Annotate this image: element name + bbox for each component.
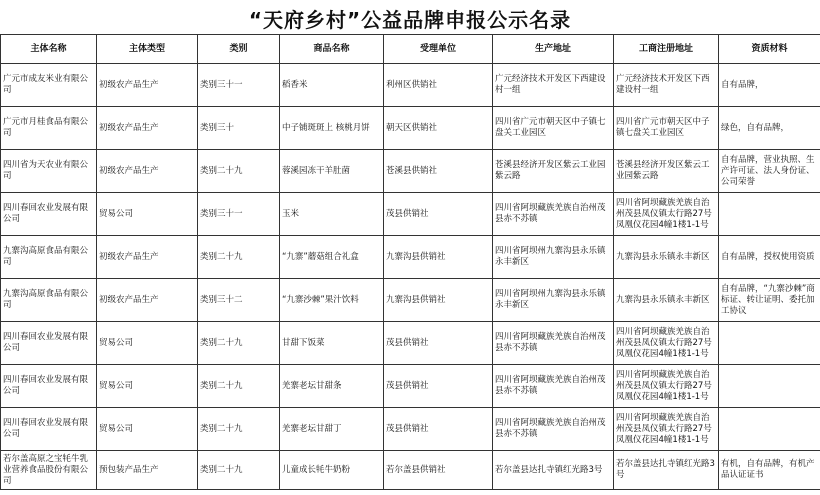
cell-registered-address: 九寨沟县永乐镇永丰新区 bbox=[614, 236, 719, 279]
cell-accepting-unit: 九寨沟县供销社 bbox=[384, 236, 493, 279]
cell-category: 类别二十九 bbox=[198, 322, 280, 365]
cell-entity-name: 广元市成友米业有限公司 bbox=[1, 64, 97, 107]
cell-entity-type: 贸易公司 bbox=[97, 408, 198, 451]
col-header-qualifications: 资质材料 bbox=[719, 35, 820, 64]
cell-registered-address: 苍溪县经济开发区紫云工业园紫云路 bbox=[614, 150, 719, 193]
cell-category: 类别二十九 bbox=[198, 236, 280, 279]
cell-qualifications: 自有品牌，授权使用资质 bbox=[719, 236, 820, 279]
registry-table bbox=[0, 34, 820, 490]
col-header-accepting-unit: 受理单位 bbox=[384, 35, 493, 64]
table-row bbox=[1, 451, 820, 490]
cell-entity-type: 预包装产品生产 bbox=[97, 451, 198, 490]
cell-accepting-unit: 茂县供销社 bbox=[384, 322, 493, 365]
cell-production-address: 四川省广元市朝天区中子镇七盘关工业园区 bbox=[493, 107, 614, 150]
cell-accepting-unit: 茂县供销社 bbox=[384, 193, 493, 236]
cell-qualifications: 绿色，自有品牌， bbox=[719, 107, 820, 150]
table-row bbox=[1, 64, 820, 107]
cell-product-name: 儿童成长牦牛奶粉 bbox=[280, 451, 384, 490]
cell-registered-address: 广元经济技术开发区下西建设村一组 bbox=[614, 64, 719, 107]
cell-product-name: 羌寨老坛甘甜丁 bbox=[280, 408, 384, 451]
cell-registered-address: 若尔盖县达扎寺镇红光路3号 bbox=[614, 451, 719, 490]
cell-product-name: 羌寨老坛甘甜条 bbox=[280, 365, 384, 408]
table-body bbox=[1, 64, 820, 490]
cell-accepting-unit: 茂县供销社 bbox=[384, 408, 493, 451]
cell-entity-type: 贸易公司 bbox=[97, 322, 198, 365]
cell-production-address: 广元经济技术开发区下西建设村一组 bbox=[493, 64, 614, 107]
cell-accepting-unit: 九寨沟县供销社 bbox=[384, 279, 493, 322]
cell-product-name: 中子铺斑斑上 核桃月饼 bbox=[280, 107, 384, 150]
cell-production-address: 四川省阿坝州九寨沟县永乐镇永丰新区 bbox=[493, 279, 614, 322]
cell-product-name: 甘甜下饭菜 bbox=[280, 322, 384, 365]
cell-entity-name: 九寨沟高原食品有限公司 bbox=[1, 236, 97, 279]
col-header-category: 类别 bbox=[198, 35, 280, 64]
cell-accepting-unit: 利州区供销社 bbox=[384, 64, 493, 107]
table-row bbox=[1, 150, 820, 193]
cell-product-name: 蓉溪园冻干羊肚菌 bbox=[280, 150, 384, 193]
col-header-entity-type: 主体类型 bbox=[97, 35, 198, 64]
cell-product-name: 稻香米 bbox=[280, 64, 384, 107]
cell-registered-address: 四川省阿坝藏族羌族自治州茂县凤仪镇太行路27号凤凰仪花园4幢1楼1-1号 bbox=[614, 365, 719, 408]
col-header-product-name: 商品名称 bbox=[280, 35, 384, 64]
table-row bbox=[1, 322, 820, 365]
cell-registered-address: 九寨沟县永乐镇永丰新区 bbox=[614, 279, 719, 322]
cell-qualifications: 自有品牌，“九寨沙棘”商标证、转让证明、委托加工协议 bbox=[719, 279, 820, 322]
cell-category: 类别二十九 bbox=[198, 451, 280, 490]
cell-qualifications: 自有品牌， bbox=[719, 64, 820, 107]
cell-category: 类别三十二 bbox=[198, 279, 280, 322]
cell-qualifications bbox=[719, 193, 820, 236]
col-header-production-address: 生产地址 bbox=[493, 35, 614, 64]
cell-product-name: 玉米 bbox=[280, 193, 384, 236]
cell-category: 类别三十 bbox=[198, 107, 280, 150]
cell-registered-address: 四川省广元市朝天区中子镇七盘关工业园区 bbox=[614, 107, 719, 150]
cell-registered-address: 四川省阿坝藏族羌族自治州茂县凤仪镇太行路27号凤凰仪花园4幢1楼1-1号 bbox=[614, 408, 719, 451]
table-row bbox=[1, 408, 820, 451]
cell-qualifications bbox=[719, 408, 820, 451]
cell-entity-name: 四川春回农业发展有限公司 bbox=[1, 408, 97, 451]
page-title: “天府乡村”公益品牌申报公示名录 bbox=[248, 8, 572, 32]
cell-entity-type: 初级农产品生产 bbox=[97, 236, 198, 279]
cell-entity-name: 若尔盖高原之宝牦牛乳业营养食品股份有限公司 bbox=[1, 451, 97, 490]
table-row bbox=[1, 279, 820, 322]
cell-category: 类别二十九 bbox=[198, 365, 280, 408]
cell-entity-type: 初级农产品生产 bbox=[97, 107, 198, 150]
cell-registered-address: 四川省阿坝藏族羌族自治州茂县凤仪镇太行路27号凤凰仪花园4幢1楼1-1号 bbox=[614, 322, 719, 365]
cell-production-address: 若尔盖县达扎寺镇红光路3号 bbox=[493, 451, 614, 490]
cell-qualifications: 自有品牌，营业执照、生产许可证、法人身份证、公司荣誉 bbox=[719, 150, 820, 193]
cell-production-address: 四川省阿坝州九寨沟县永乐镇永丰新区 bbox=[493, 236, 614, 279]
cell-accepting-unit: 苍溪县供销社 bbox=[384, 150, 493, 193]
cell-entity-name: 四川春回农业发展有限公司 bbox=[1, 322, 97, 365]
cell-production-address: 四川省阿坝藏族羌族自治州茂县赤不苏镇 bbox=[493, 193, 614, 236]
cell-entity-type: 初级农产品生产 bbox=[97, 150, 198, 193]
cell-category: 类别二十九 bbox=[198, 408, 280, 451]
table-row bbox=[1, 236, 820, 279]
cell-entity-type: 贸易公司 bbox=[97, 193, 198, 236]
cell-accepting-unit: 若尔盖县供销社 bbox=[384, 451, 493, 490]
cell-registered-address: 四川省阿坝藏族羌族自治州茂县凤仪镇太行路27号凤凰仪花园4幢1楼1-1号 bbox=[614, 193, 719, 236]
cell-qualifications bbox=[719, 365, 820, 408]
col-header-entity-name: 主体名称 bbox=[1, 35, 97, 64]
cell-accepting-unit: 茂县供销社 bbox=[384, 365, 493, 408]
cell-product-name: “九寨沙棘”果汁饮料 bbox=[280, 279, 384, 322]
cell-qualifications bbox=[719, 322, 820, 365]
cell-production-address: 苍溪县经济开发区紫云工业园紫云路 bbox=[493, 150, 614, 193]
table-row bbox=[1, 193, 820, 236]
cell-product-name: “九寨”蘑菇组合礼盒 bbox=[280, 236, 384, 279]
table-row bbox=[1, 365, 820, 408]
cell-production-address: 四川省阿坝藏族羌族自治州茂县赤不苏镇 bbox=[493, 365, 614, 408]
col-header-registered-address: 工商注册地址 bbox=[614, 35, 719, 64]
cell-entity-type: 初级农产品生产 bbox=[97, 64, 198, 107]
cell-production-address: 四川省阿坝藏族羌族自治州茂县赤不苏镇 bbox=[493, 322, 614, 365]
cell-entity-name: 四川省为天农业有限公司 bbox=[1, 150, 97, 193]
cell-entity-name: 九寨沟高原食品有限公司 bbox=[1, 279, 97, 322]
cell-category: 类别三十一 bbox=[198, 64, 280, 107]
cell-production-address: 四川省阿坝藏族羌族自治州茂县赤不苏镇 bbox=[493, 408, 614, 451]
cell-qualifications: 有机，自有品牌，有机产品认证证书 bbox=[719, 451, 820, 490]
cell-entity-name: 四川春回农业发展有限公司 bbox=[1, 193, 97, 236]
cell-entity-name: 广元市月桂食品有限公司 bbox=[1, 107, 97, 150]
table-row bbox=[1, 107, 820, 150]
header-row bbox=[1, 35, 820, 64]
cell-category: 类别二十九 bbox=[198, 150, 280, 193]
cell-entity-type: 初级农产品生产 bbox=[97, 279, 198, 322]
cell-entity-name: 四川春回农业发展有限公司 bbox=[1, 365, 97, 408]
cell-accepting-unit: 朝天区供销社 bbox=[384, 107, 493, 150]
cell-entity-type: 贸易公司 bbox=[97, 365, 198, 408]
cell-category: 类别三十一 bbox=[198, 193, 280, 236]
